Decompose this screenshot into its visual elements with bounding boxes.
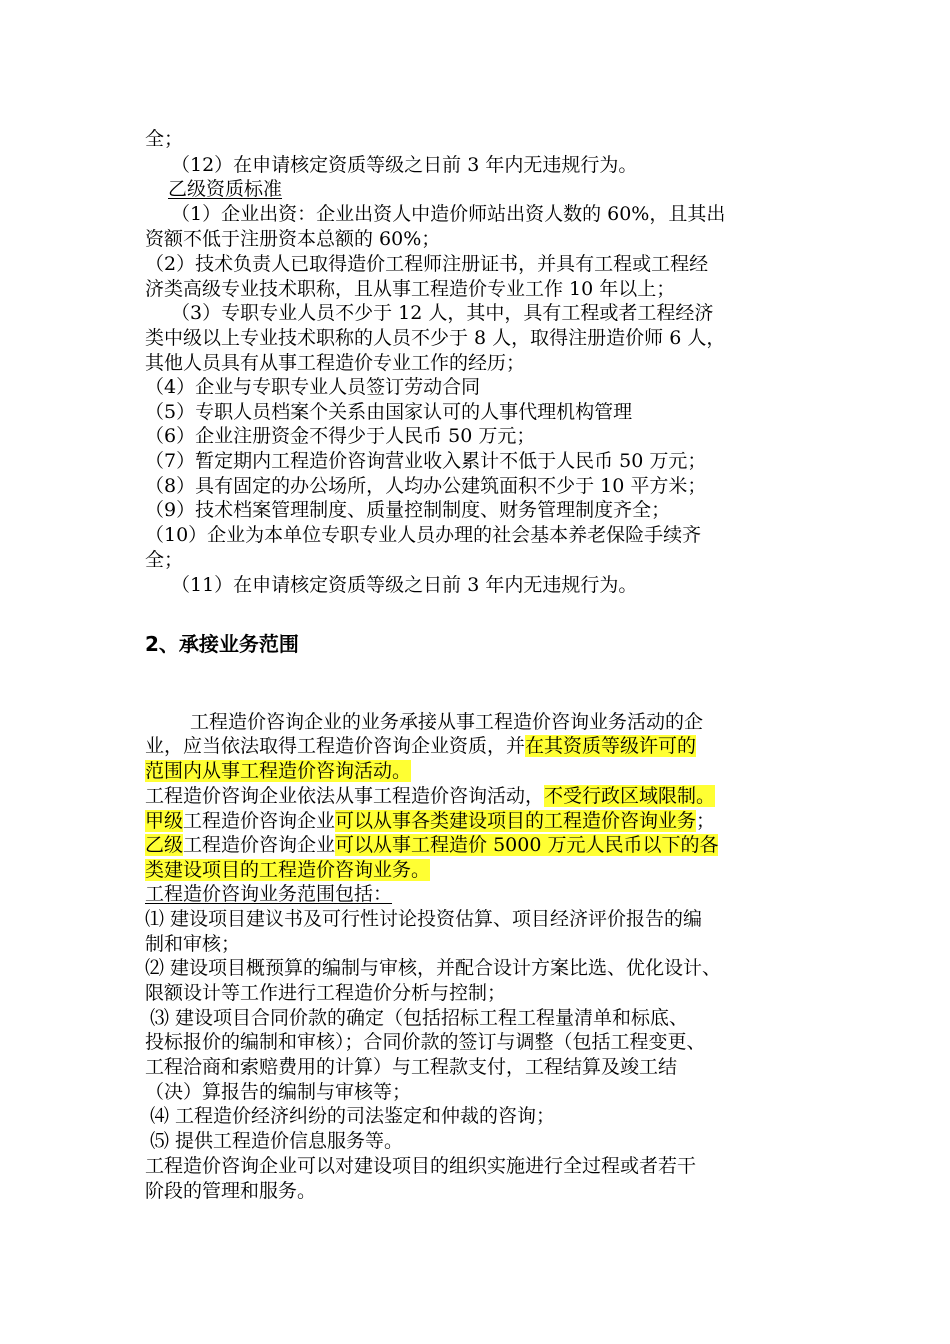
text-line: （10）企业为本单位专职专业人员办理的社会基本养老保险手续齐 [145,524,702,546]
section-subtitle: 乙级资质标准 [168,178,283,200]
plain-text: 工程造价咨询企业 [183,834,336,856]
highlighted-text: 在其资质等级许可的 [525,735,697,757]
paragraph-line [145,808,715,834]
section-heading: 2、承接业务范围 [145,632,299,656]
paragraph-line: 工程造价咨询企业的业务承接从事工程造价咨询业务活动的企 [190,711,704,733]
highlighted-text: 乙级 [145,834,184,856]
paragraph-line [145,832,718,858]
text-line: （7）暂定期内工程造价咨询营业收入累计不低于人民币 50 万元； [145,450,707,472]
highlighted-text: 类建设项目的工程造价咨询业务。 [145,859,431,881]
text-line: （12）在申请核定资质等级之日前 3 年内无违规行为。 [171,154,638,176]
text-line: 资额不低于注册资本总额的 60%； [145,228,441,250]
list-item: 限额设计等工作进行工程造价分析与控制； [145,982,507,1004]
text-line: （3）专职专业人员不少于 12 人，其中，具有工程或者工程经济 [171,302,714,324]
text-line: （2）技术负责人已取得造价工程师注册证书，并具有工程或工程经 [145,253,709,275]
highlighted-text: 可以从事工程造价 5000 万元人民币以下的各 [335,834,719,856]
text-line: 全； [145,549,184,571]
text-line: （11）在申请核定资质等级之日前 3 年内无违规行为。 [171,574,638,596]
highlighted-text: 甲级 [145,810,184,832]
text-line: （4）企业与专职专业人员签订劳动合同 [145,376,481,398]
text-line: 类中级以上专业技术职称的人员不少于 8 人，取得注册造价师 6 人， [145,327,726,349]
text-line: （1）企业出资：企业出资人中造价师站出资人数的 60%，且其出 [171,203,726,225]
plain-text: ； [696,810,716,832]
closing-line: 阶段的管理和服务。 [145,1180,317,1202]
text-line: 其他人员具有从事工程造价专业工作的经历； [145,352,526,374]
list-item: ⑸ 提供工程造价信息服务等。 [150,1130,404,1152]
list-item: ⑶ 建设项目合同价款的确定（包括招标工程工程量清单和标底、 [150,1007,689,1029]
list-item: 制和审核； [145,933,241,955]
plain-text: 工程造价咨询企业依法从事工程造价咨询活动， [145,785,545,807]
list-item: 工程洽商和索赔费用的计算）与工程款支付，工程结算及竣工结 [145,1056,678,1078]
highlighted-text: 不受行政区域限制。 [544,785,716,807]
paragraph-line [145,857,430,883]
text-line: 济类高级专业技术职称，且从事工程造价专业工作 10 年以上； [145,278,676,300]
text-line: 全； [145,128,184,150]
text-line: （8）具有固定的办公场所，人均办公建筑面积不少于 10 平方米； [145,475,707,497]
list-item: 投标报价的编制和审核）；合同价款的签订与调整（包括工程变更、 [145,1031,706,1053]
plain-text: 业，应当依法取得工程造价咨询企业资质，并 [145,735,526,757]
highlighted-text: 可以从事各类建设项目的工程造价咨询业务 [335,810,697,832]
list-item: ⑵ 建设项目概预算的编制与审核，并配合设计方案比选、优化设计、 [145,957,722,979]
text-line: （5）专职人员档案个关系由国家认可的人事代理机构管理 [145,401,633,423]
list-item: ⑴ 建设项目建议书及可行性讨论投资估算、项目经济评价报告的编 [145,908,703,930]
text-line: （6）企业注册资金不得少于人民币 50 万元； [145,425,536,447]
text-line: （9）技术档案管理制度、质量控制制度、财务管理制度齐全； [145,499,671,521]
highlighted-text: 范围内从事工程造价咨询活动。 [145,760,412,782]
list-item: （决）算报告的编制与审核等； [145,1081,412,1103]
plain-text: 工程造价咨询企业 [183,810,336,832]
paragraph-line [145,733,696,759]
closing-line: 工程造价咨询企业可以对建设项目的组织实施进行全过程或者若干 [145,1155,697,1177]
list-item: ⑷ 工程造价经济纠纷的司法鉴定和仲裁的咨询； [150,1105,556,1127]
paragraph-line [145,758,411,784]
paragraph-line [145,783,715,809]
scope-title: 工程造价咨询业务范围包括： [145,883,393,905]
